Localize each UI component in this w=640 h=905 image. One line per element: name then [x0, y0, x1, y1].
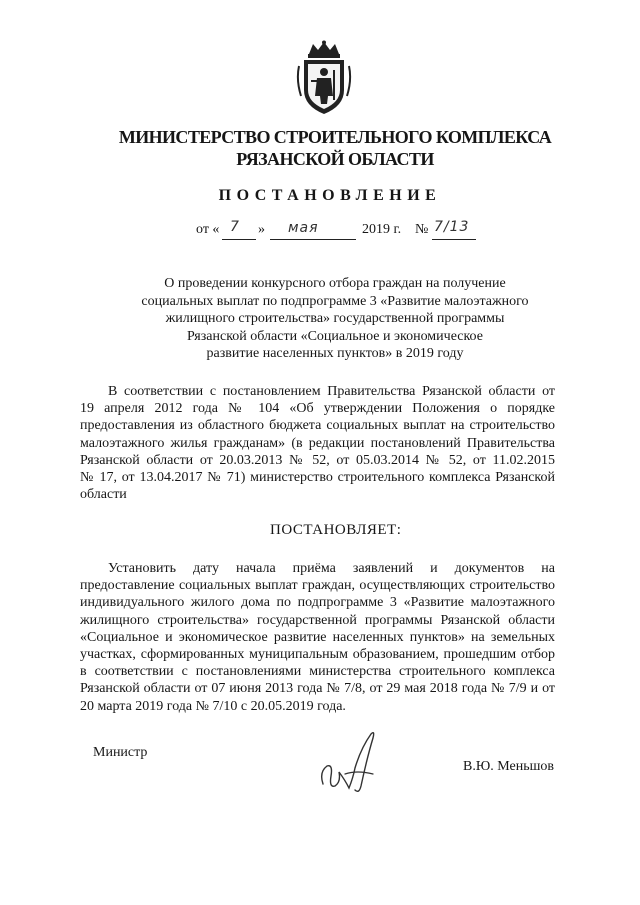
date-line	[196, 219, 496, 244]
paragraph-line: предоставление социальных выплат граждан, осуществляющих строительство	[80, 578, 555, 594]
paragraph-line: № 17, от 13.04.2017 № 71) министерство строительного комплекса Рязанской	[80, 470, 555, 486]
ministry-name-line2: РЯЗАНСКОЙ ОБЛАСТИ	[236, 149, 434, 169]
resolution-paragraph	[80, 560, 555, 715]
subject-line: развитие населенных пунктов» в 2019 году	[206, 346, 464, 362]
decree-word: ПОСТАНОВЛЯЕТ:	[270, 522, 402, 538]
paragraph-line: Рязанской области от 20.03.2013 № 52, от 05.03.2014 № 52, от 11.02.2015	[80, 452, 555, 468]
paragraph-line: малоэтажного жилья гражданам» (в редакции постановлений Правительства	[80, 435, 555, 451]
paragraph-line: В соответствии с постановлением Правительства Рязанской области от	[108, 384, 555, 399]
paragraph-line: «Социальное и экономическое развитие населенных пунктов» на земельных	[80, 629, 555, 645]
date-day: 7	[230, 219, 240, 235]
number-sign: №	[415, 222, 429, 237]
document-type-title: ПОСТАНОВЛЕНИЕ	[218, 187, 442, 204]
date-prefix: от «	[196, 222, 220, 237]
date-year: 2019 г.	[362, 222, 402, 237]
paragraph-line: жилищного строительства» государственной программы Рязанской области	[80, 612, 555, 628]
preamble-paragraph	[80, 383, 555, 503]
ministry-name-line1: МИНИСТЕРСТВО СТРОИТЕЛЬНОГО КОМПЛЕКСА	[118, 127, 552, 147]
paragraph-line: 20 марта 2019 года № 7/10 с 20.05.2019 года.	[80, 698, 346, 714]
subject-line: О проведении конкурсного отбора граждан на получение	[164, 276, 506, 291]
signer-name: В.Ю. Меньшов	[463, 759, 554, 774]
paragraph-line: индивидуального жилого дома по подпрограмме 3 «Развитие малоэтажного	[80, 595, 555, 611]
paragraph-line: 19 апреля 2012 года № 104 «Об утверждении Положения о порядке	[80, 401, 555, 417]
subject-line: социальных выплат по подпрограмме 3 «Развитие малоэтажного	[141, 293, 529, 309]
date-mid: »	[258, 222, 265, 237]
handwritten-signature	[315, 728, 395, 798]
document-number: 7/13	[434, 219, 470, 235]
document-subject	[115, 275, 555, 363]
paragraph-line: в соответствии с постановлениями министерства строительного комплекса	[80, 664, 555, 680]
subject-line: Рязанской области «Социальное и экономическое	[187, 328, 483, 344]
paragraph-line: области	[80, 487, 127, 503]
coat-of-arms-icon	[295, 40, 353, 116]
paragraph-line: участках, сформированных муниципальным образованием, прошедшим отбор	[80, 647, 555, 663]
date-month: мая	[288, 220, 319, 236]
signer-position: Министр	[93, 745, 148, 760]
paragraph-line: предоставления из областного бюджета социальных выплат на строительство	[80, 418, 555, 434]
paragraph-line: Установить дату начала приёма заявлений и документов на	[108, 561, 555, 576]
subject-line: жилищного строительства» государственной программы	[165, 311, 505, 327]
paragraph-line: Рязанской области от 07 июня 2013 года № 7/8, от 29 мая 2018 года № 7/9 и от	[80, 681, 555, 697]
